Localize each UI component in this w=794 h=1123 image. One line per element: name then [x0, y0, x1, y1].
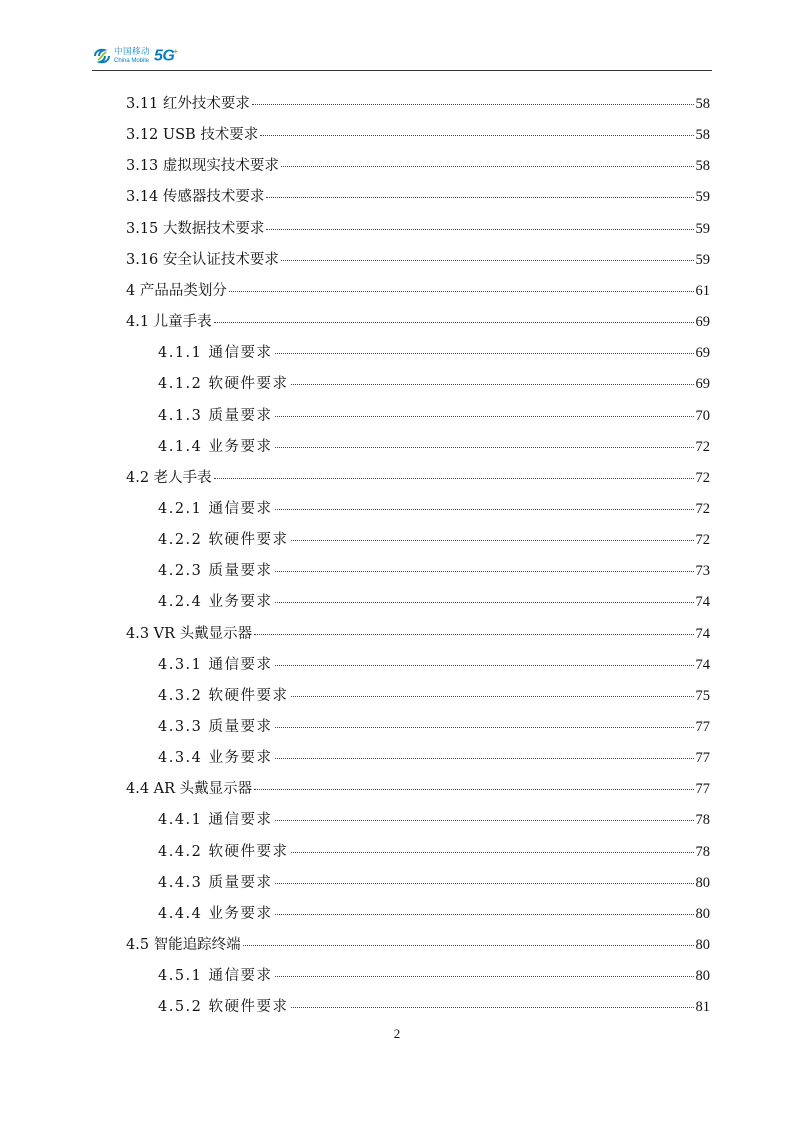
toc-dot-leader — [275, 882, 694, 884]
toc-entry[interactable] — [158, 653, 710, 673]
toc-dot-leader — [252, 103, 694, 105]
toc-entry-page: 72 — [695, 532, 710, 549]
toc-dot-leader — [266, 196, 693, 198]
toc-entry-page: 80 — [695, 874, 710, 891]
toc-entry-page: 77 — [695, 719, 710, 735]
toc-dot-leader — [254, 788, 693, 790]
toc-entry-title: 4.1.3 质量要求 — [158, 407, 273, 424]
toc-entry[interactable] — [158, 684, 710, 704]
toc-entry[interactable] — [158, 590, 710, 610]
toc-dot-leader — [243, 944, 694, 946]
toc-dot-leader — [275, 819, 694, 821]
toc-dot-leader — [281, 259, 694, 261]
toc-entry-page: 77 — [695, 750, 710, 767]
toc-entry-title: 4.1.4 业务要求 — [158, 438, 273, 455]
toc-entry-page: 80 — [695, 968, 710, 985]
toc-entry[interactable] — [158, 528, 710, 548]
toc-entry[interactable] — [158, 341, 710, 361]
toc-entry[interactable] — [126, 777, 710, 797]
toc-entry[interactable] — [126, 185, 710, 205]
china-mobile-logo — [92, 44, 178, 68]
toc-entry[interactable] — [126, 622, 710, 642]
toc-entry-title: 4.3.3 质量要求 — [158, 719, 273, 735]
toc-entry-title: 4.4.4 业务要求 — [158, 905, 273, 922]
toc-dot-leader — [275, 601, 694, 603]
toc-entry-title: 3.15 大数据技术要求 — [126, 220, 265, 237]
toc-entry-title: 3.13 虚拟现实技术要求 — [126, 158, 279, 175]
toc-entry[interactable] — [158, 840, 710, 860]
toc-entry-page: 74 — [695, 656, 710, 673]
toc-entry-title: 4.2 老人手表 — [126, 469, 212, 486]
toc-dot-leader — [275, 446, 694, 448]
toc-entry[interactable] — [158, 808, 710, 828]
toc-entry-title: 4.1 儿童手表 — [126, 314, 212, 331]
page-header — [92, 44, 712, 71]
toc-entry-title: 4.5.1 通信要求 — [158, 968, 273, 985]
toc-entry-title: 4.2.3 质量要求 — [158, 563, 273, 580]
toc-entry-title: 3.16 安全认证技术要求 — [126, 251, 279, 268]
toc-entry-page: 81 — [695, 999, 710, 1016]
toc-entry-page: 61 — [695, 282, 710, 299]
page-number: 2 — [393, 1026, 401, 1041]
toc-dot-leader — [275, 352, 694, 354]
logo-english-name: China Mobile — [114, 57, 150, 64]
toc-entry-page: 72 — [695, 500, 710, 517]
toc-entry[interactable] — [158, 404, 710, 424]
toc-entry-title: 4.2.2 软硬件要求 — [158, 532, 289, 549]
toc-dot-leader — [275, 664, 694, 666]
toc-dot-leader — [275, 508, 694, 510]
toc-entry-page: 80 — [695, 937, 710, 954]
toc-entry[interactable] — [126, 92, 710, 112]
toc-entry-page: 58 — [695, 158, 710, 175]
toc-entry[interactable] — [158, 871, 710, 891]
logo-chinese-name: 中国移动 — [114, 47, 151, 58]
toc-dot-leader — [260, 134, 693, 136]
china-mobile-swirl-icon — [92, 46, 112, 66]
toc-entry-page: 69 — [695, 345, 710, 362]
toc-entry[interactable] — [126, 279, 710, 299]
toc-entry[interactable] — [126, 154, 710, 174]
toc-entry-page: 72 — [695, 438, 710, 455]
toc-dot-leader — [281, 165, 694, 167]
toc-dot-leader — [275, 570, 694, 572]
toc-entry-title: 4.1.1 通信要求 — [158, 345, 273, 362]
toc-dot-leader — [291, 851, 694, 853]
toc-entry-page: 77 — [695, 781, 710, 798]
toc-entry-page: 72 — [695, 469, 710, 486]
toc-dot-leader — [266, 228, 693, 230]
toc-dot-leader — [291, 539, 694, 541]
toc-entry-title: 4.3.4 业务要求 — [158, 750, 273, 767]
toc-dot-leader — [291, 383, 694, 385]
toc-dot-leader — [291, 695, 694, 697]
toc-dot-leader — [229, 290, 694, 292]
toc-entry-page: 59 — [695, 251, 710, 268]
toc-entry-title: 4.4 AR 头戴显示器 — [126, 781, 253, 798]
toc-entry-page: 75 — [695, 687, 710, 704]
toc-entry-title: 4.3.2 软硬件要求 — [158, 687, 289, 704]
logo-5g-mark: 5G+ — [154, 46, 178, 65]
toc-entry[interactable] — [126, 248, 710, 268]
toc-entry-page: 74 — [695, 625, 710, 642]
toc-entry[interactable] — [126, 466, 710, 486]
toc-dot-leader — [275, 975, 694, 977]
toc-entry[interactable] — [158, 435, 710, 455]
toc-entry[interactable] — [158, 497, 710, 517]
toc-entry-page: 58 — [695, 127, 710, 144]
toc-entry-page: 78 — [695, 812, 710, 829]
toc-dot-leader — [291, 1006, 694, 1008]
toc-entry-title: 4.5.2 软硬件要求 — [158, 999, 289, 1016]
toc-entry[interactable] — [158, 746, 710, 766]
toc-entry-title: 3.14 传感器技术要求 — [126, 189, 265, 206]
toc-dot-leader — [275, 415, 694, 417]
toc-entry[interactable] — [126, 123, 710, 143]
toc-dot-leader — [275, 757, 694, 759]
toc-entry-title: 4 产品品类划分 — [126, 282, 227, 299]
toc-dot-leader — [275, 913, 694, 915]
toc-entry-title: 4.4.2 软硬件要求 — [158, 843, 289, 860]
toc-entry-page: 69 — [695, 314, 710, 331]
toc-entry-title: 3.11 红外技术要求 — [126, 96, 250, 112]
toc-entry[interactable] — [158, 964, 710, 984]
toc-entry-title: 3.12 USB 技术要求 — [126, 127, 259, 144]
toc-entry-page: 74 — [695, 594, 710, 611]
toc-dot-leader — [275, 726, 694, 728]
toc-entry-title: 4.4.3 质量要求 — [158, 874, 273, 891]
toc-dot-leader — [214, 321, 694, 323]
toc-entry-title: 4.1.2 软硬件要求 — [158, 376, 289, 393]
toc-entry[interactable] — [126, 310, 710, 330]
toc-entry-title: 4.2.1 通信要求 — [158, 500, 273, 517]
toc-entry[interactable] — [158, 372, 710, 392]
toc-entry[interactable] — [158, 559, 710, 579]
toc-entry-title: 4.2.4 业务要求 — [158, 594, 273, 611]
toc-entry[interactable] — [126, 217, 710, 237]
toc-entry-page: 73 — [695, 563, 710, 580]
toc-entry-title: 4.5 智能追踪终端 — [126, 937, 241, 954]
toc-entry-page: 59 — [695, 189, 710, 206]
toc-dot-leader — [254, 633, 693, 635]
toc-entry-title: 4.3.1 通信要求 — [158, 656, 273, 673]
toc-entry-page: 78 — [695, 843, 710, 860]
toc-entry[interactable] — [158, 995, 710, 1015]
toc-entry[interactable] — [158, 902, 710, 922]
toc-entry-title: 4.3 VR 头戴显示器 — [126, 625, 253, 642]
toc-entry-page: 69 — [695, 376, 710, 393]
toc-entry-page: 80 — [695, 905, 710, 922]
toc-entry[interactable] — [126, 933, 710, 953]
toc-dot-leader — [214, 477, 694, 479]
toc-entry-page: 58 — [695, 96, 710, 112]
toc-entry-title: 4.4.1 通信要求 — [158, 812, 273, 829]
toc-entry-page: 70 — [695, 407, 710, 424]
toc-entry-page: 59 — [695, 220, 710, 237]
toc-entry[interactable] — [158, 715, 710, 735]
